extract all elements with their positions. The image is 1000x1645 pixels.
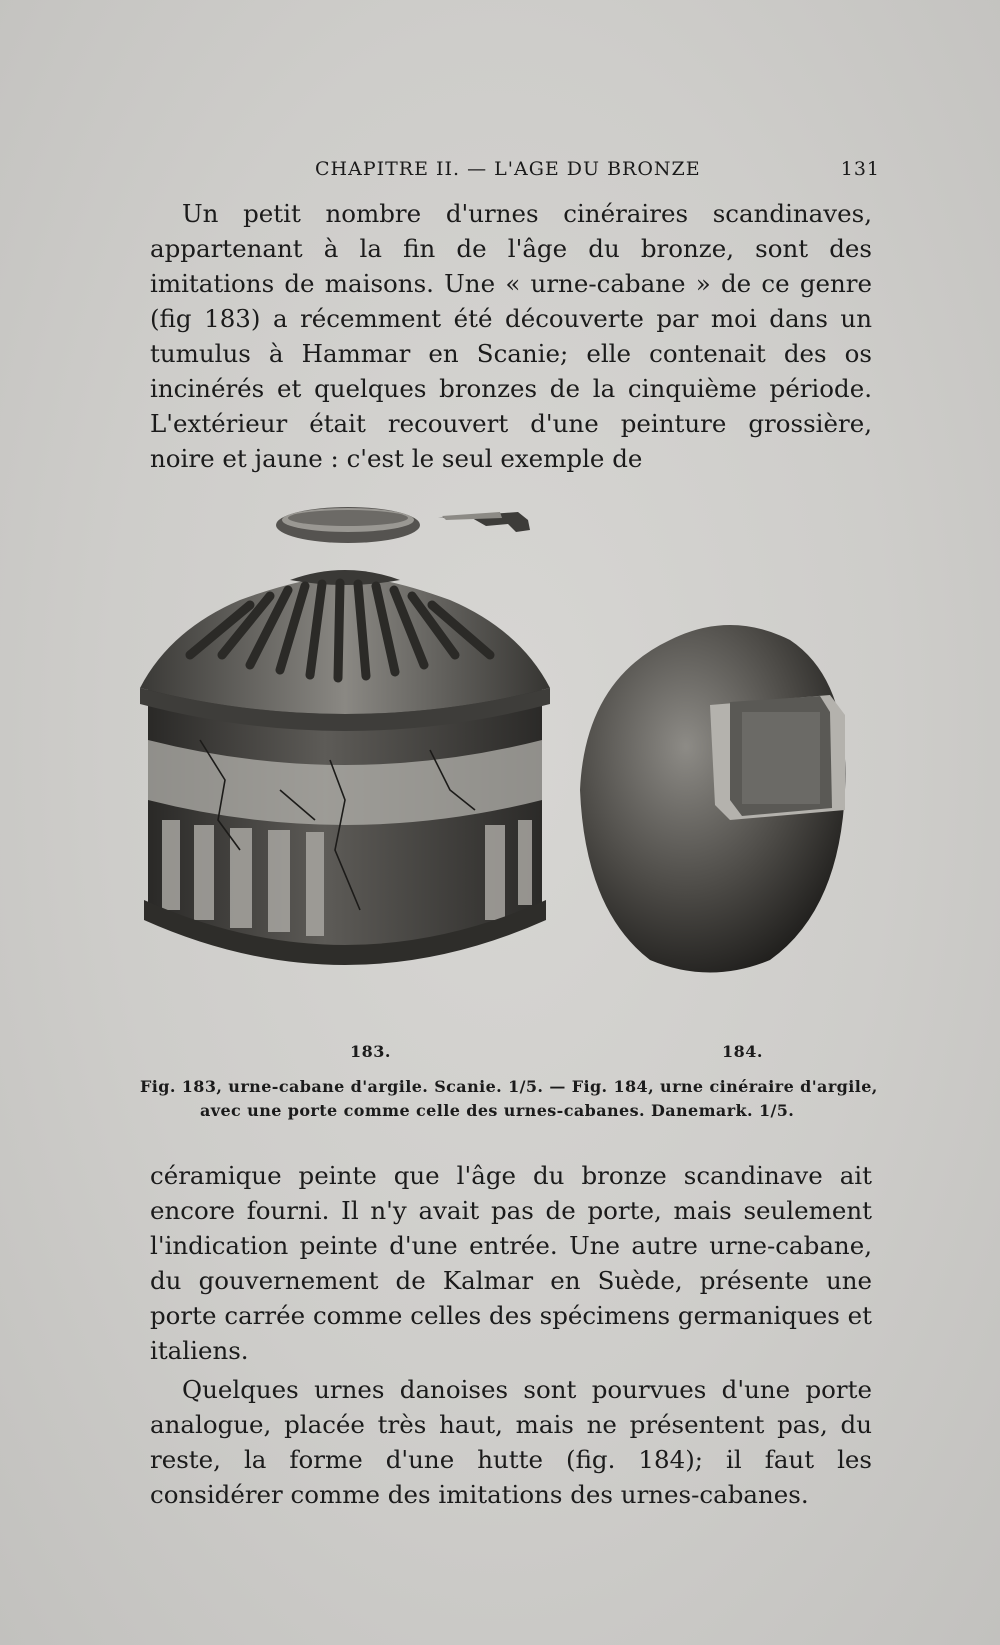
paragraph: céramique peinte que l'âge du bronze scandinave ait encore fourni. Il n'y avait pas de porte, mais seulement l'indication peinte d'une entrée. Une autre urne-cabane, du gouvernement de Kalmar en Suède, présente une porte carrée comme celles des spécimens germaniques et italiens. — [150, 1161, 872, 1365]
paragraph: Quelques urnes danoises sont pourvues d'une porte analogue, placée très haut, mais ne présentent pas, du reste, la forme d'une hutte (fig. 184); il faut les considérer comme des imitations des urnes-cabanes. — [150, 1375, 872, 1509]
urn-illustration — [130, 490, 890, 1050]
figure-caption — [140, 1075, 880, 1123]
page-number: 131 — [840, 158, 880, 180]
door-icon — [710, 695, 845, 820]
body-text-bottom — [150, 1158, 872, 1512]
caption-line-1: Fig. 183, urne-cabane d'argile. Scanie. 1/5. — Fig. 184, urne cinéraire d'argile, — [140, 1077, 878, 1096]
figure-label-183: 183. — [350, 1042, 391, 1061]
lid-icon — [276, 507, 420, 543]
running-header — [150, 152, 880, 188]
figure-label-184: 184. — [722, 1042, 763, 1061]
paragraph: Un petit nombre d'urnes cinéraires scandinaves, appartenant à la fin de l'âge du bronze, sont des imitations de maisons. Une « urne-cabane » de ce genre (fig 183) a récemment été découverte par moi dans un tumulus à Hammar en Scanie; elle contenait des os incinérés et quelques bronzes de la cinquième période. L'extérieur était recouvert d'une peinture grossière, noire et jaune : c'est le seul exemple de — [150, 199, 872, 473]
hut-urn-183 — [140, 570, 550, 965]
body-text-top — [150, 196, 872, 476]
urn-184 — [580, 625, 845, 973]
caption-line-2: avec une porte comme celle des urnes-cabanes. Danemark. 1/5. — [200, 1101, 795, 1120]
figure-urns — [130, 490, 890, 1050]
running-title: CHAPITRE II. — L'AGE DU BRONZE — [315, 158, 701, 180]
fragment-icon — [438, 512, 530, 532]
